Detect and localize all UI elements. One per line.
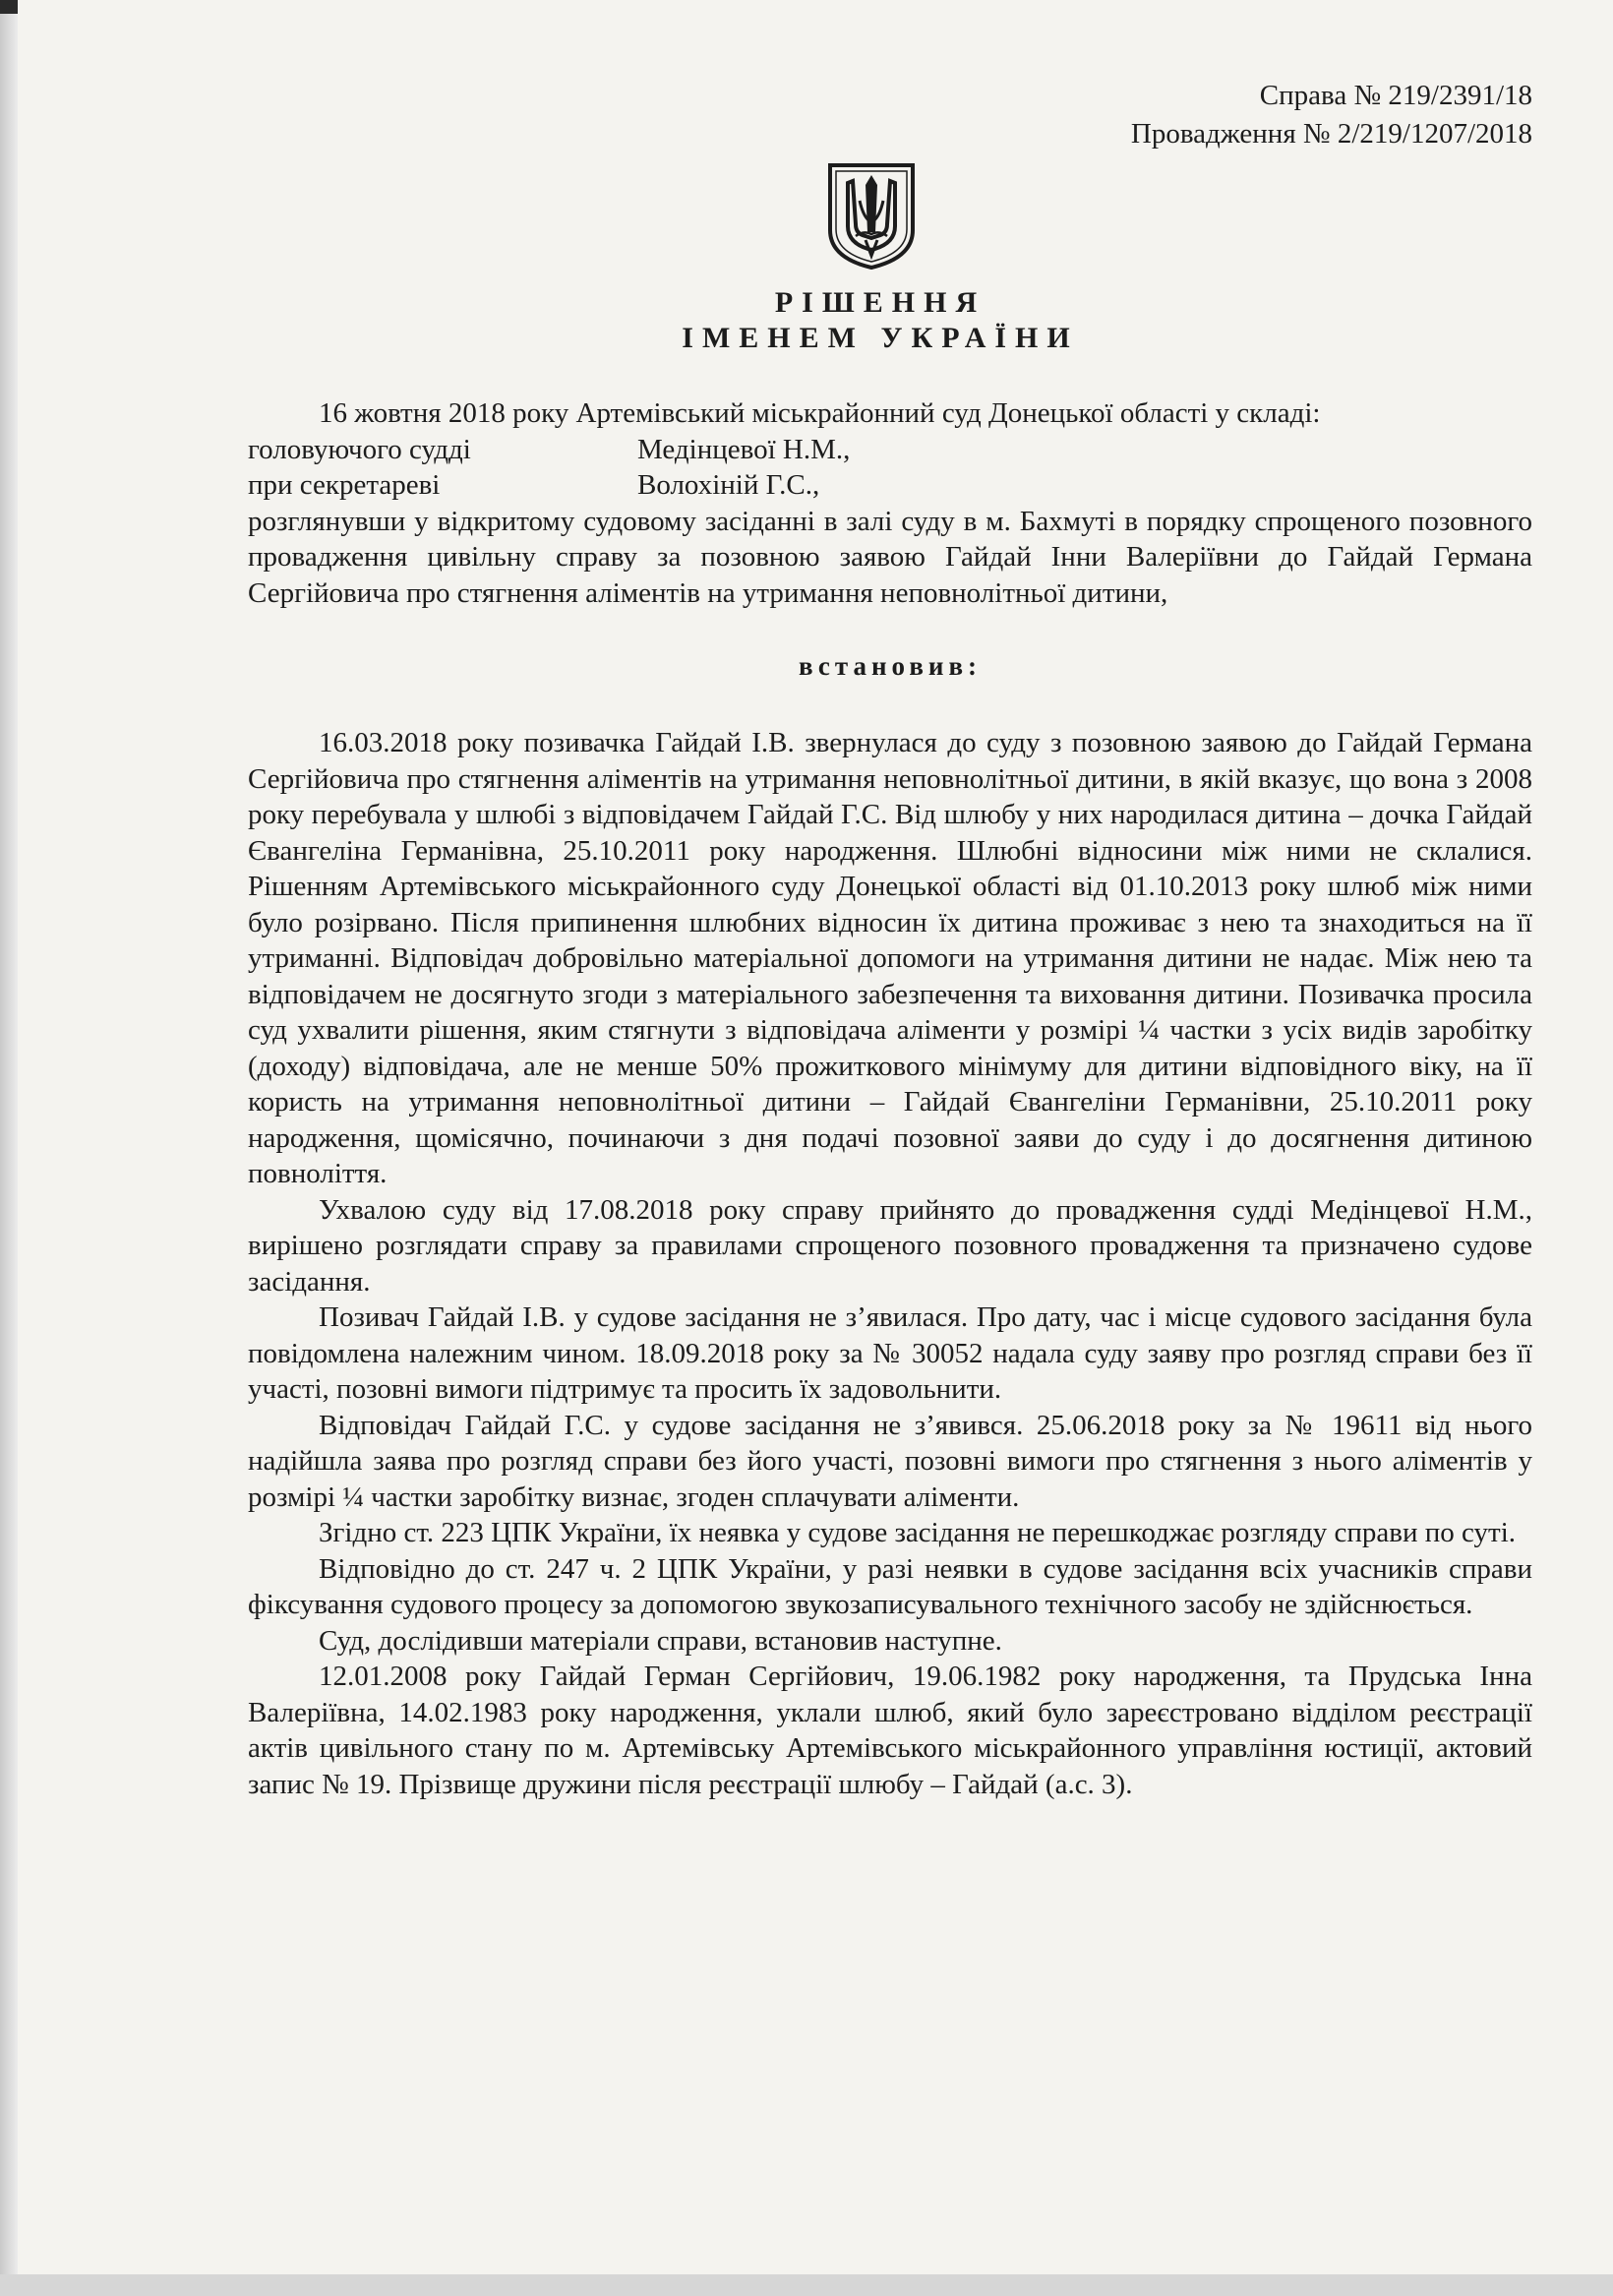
case-numbers <box>248 77 1532 153</box>
presiding-judge-name: Медінцевої Н.М., <box>637 433 851 465</box>
paragraph: Ухвалою суду від 17.08.2018 року справу прийнято до провадження судді Медінцевої Н.М., вирішено розглядати справу за правилами спрощеного позовного провадження та призначено судове засідання. <box>248 1193 1532 1298</box>
secretary-row <box>248 467 1532 504</box>
case-number: Справа № 219/2391/18 <box>1259 80 1532 111</box>
paragraph: Згідно ст. 223 ЦПК України, їх неявка у судове засідання не перешкоджає розгляду справи по суті. <box>319 1517 1516 1548</box>
presiding-judge-row <box>248 432 1532 468</box>
title-decision: РІШЕННЯ <box>774 286 986 319</box>
intro-block <box>248 395 1532 611</box>
page-left-edge <box>0 0 18 2296</box>
document-title <box>238 285 1523 356</box>
section-heading-established: встановив: <box>798 651 983 681</box>
paragraph: 16.03.2018 року позивачка Гайдай І.В. звернулася до суду з позовною заявою до Гайдай Германа Сергійовича про стягнення аліментів на утримання неповнолітньої дитини, в якій вказує, що вона з 2008 року перебувала у шлюбі з відповідачем Гайдай Г.С. Від шлюбу у них народилася дитина – дочка Гайдай Євангеліна Германівна, 25.10.2011 року народження. Шлюбні відносини між ними не склалися. Рішенням Артемівського міськрайонного суду Донецької області від 01.10.2013 року шлюб між ними було розірвано. Після припинення шлюбних відносин їх дитина проживає з нею та знаходиться на її утриманні. Відповідач добровільно матеріальної допомоги на утримання дитини не надає. Між нею та відповідачем не досягнуто згоди з матеріального забезпечення та виховання дитини. Позивачка просила суд ухвалити рішення, яким стягнути з відповідача аліменти у розмірі ¼ частки з усіх видів заробітку (доходу) відповідача, але не менше 50% прожиткового мінімуму для дитини відповідного віку, на її користь на утримання неповнолітньої дитини – Гайдай Євангеліни Германівни, 25.10.2011 року народження, щомісячно, починаючи з дня подачі позовної заяви до суду і до досягнення дитиною повноліття. <box>248 727 1532 1189</box>
presiding-judge-label: головуючого судді <box>248 433 471 465</box>
body-text <box>248 725 1532 1802</box>
paragraph: Відповідач Гайдай Г.С. у судове засідання не з’явився. 25.06.2018 року за № 19611 від нього надійшла заява про розгляд справи без його участі, позовні вимоги про стягнення з нього аліментів у розмірі ¼ частки заробітку визнає, згоден сплачувати аліменти. <box>248 1409 1532 1513</box>
intro-opening: 16 жовтня 2018 року Артемівський міськрайонний суд Донецької області у складі: <box>319 397 1321 429</box>
secretary-label: при секретареві <box>248 469 441 501</box>
secretary-name: Волохіній Г.С., <box>637 469 820 501</box>
document-content <box>248 77 1532 1802</box>
proceeding-number: Провадження № 2/219/1207/2018 <box>1130 118 1532 150</box>
intro-closing: розглянувши у відкритому судовому засіданні в залі суду в м. Бахмуті в порядку спрощеного позовного провадження цивільну справу за позовною заявою Гайдай Інни Валеріївни до Гайдай Германа Сергійовича про стягнення аліментів на утримання неповнолітньої дитини, <box>248 505 1532 609</box>
ukraine-trident-coat-of-arms-icon <box>826 161 917 272</box>
paragraph: Позивач Гайдай І.В. у судове засідання не з’явилася. Про дату, час і місце судового засідання була повідомлена належним чином. 18.09.2018 року за № 30052 надала суду заяву про розгляд справи без її участі, позовні вимоги підтримує та просить їх задовольнити. <box>248 1301 1532 1405</box>
paragraph: 12.01.2008 року Гайдай Герман Сергійович, 19.06.1982 року народження, та Прудська Інна Валеріївна, 14.02.1983 року народження, уклали шлюб, який було зареєстровано відділом реєстрації актів цивільного стану по м. Артемівську Артемівського міськрайонного управління юстиції, актовий запис № 19. Прізвище дружини після реєстрації шлюбу – Гайдай (а.с. 3). <box>248 1661 1532 1800</box>
document-page <box>18 0 1613 2274</box>
page-bottom-edge <box>0 2274 1613 2296</box>
paragraph: Відповідно до ст. 247 ч. 2 ЦПК України, у разі неявки в судове засідання всіх учасників справи фіксування судового процесу за допомогою звукозаписувального технічного засобу не здійснюється. <box>248 1552 1532 1620</box>
paragraph: Суд, дослідивши матеріали справи, встановив наступне. <box>319 1624 1002 1657</box>
title-in-name-of-ukraine: ІМЕНЕМ УКРАЇНИ <box>682 322 1079 354</box>
